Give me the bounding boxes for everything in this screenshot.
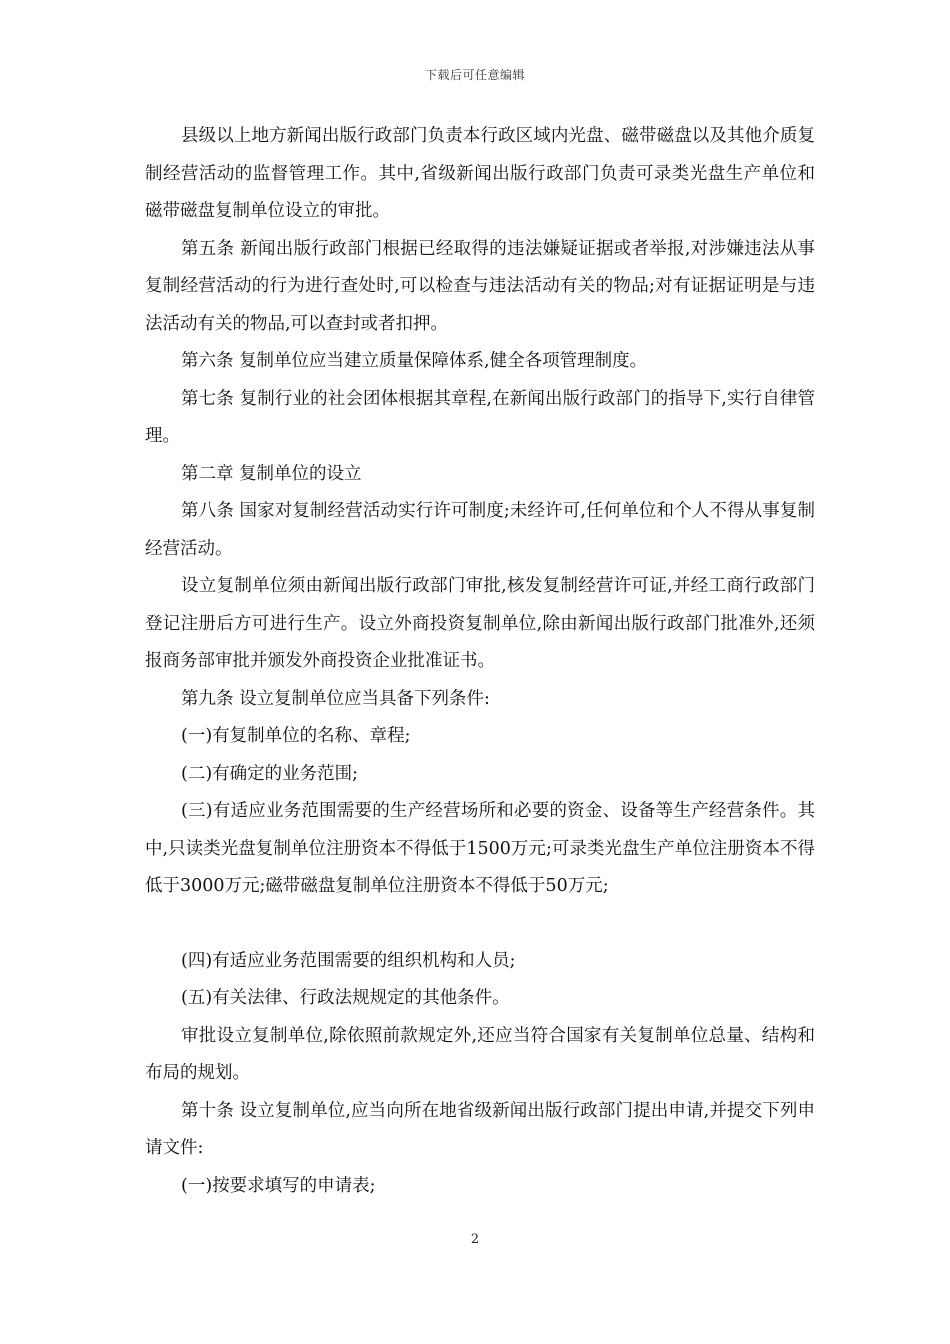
list-item: (三)有适应业务范围需要的生产经营场所和必要的资金、设备等生产经营条件。其中,只读类光盘复制单位注册资本不得低于1500万元;可录类光盘生产单位注册资本不得低于3000万元;磁带磁盘复制单位注册资本不得低于50万元; [145, 801, 815, 896]
paragraph: 审批设立复制单位,除依照前款规定外,还应当符合国家有关复制单位总量、结构和布局的规划。 [145, 1025, 815, 1083]
list-item: (五)有关法律、行政法规规定的其他条件。 [181, 988, 510, 1008]
paragraph: 县级以上地方新闻出版行政部门负责本行政区域内光盘、磁带磁盘以及其他介质复制经营活动的监督管理工作。其中,省级新闻出版行政部门负责可录类光盘生产单位和磁带磁盘复制单位设立的审批。 [145, 126, 815, 221]
page-number: 2 [470, 1232, 480, 1247]
paragraph: 第九条 设立复制单位应当具备下列条件: [181, 688, 490, 709]
paragraph: 第七条 复制行业的社会团体根据其章程,在新闻出版行政部门的指导下,实行自律管理。 [145, 388, 815, 446]
list-item: (二)有确定的业务范围; [181, 763, 359, 784]
paragraph: 第八条 国家对复制经营活动实行许可制度;未经许可,任何单位和个人不得从事复制经营活动。 [145, 501, 815, 559]
paragraph: 第六条 复制单位应当建立质量保障体系,健全各项管理制度。 [181, 351, 648, 371]
page-header: 下载后可任意编辑 [424, 68, 525, 82]
chapter-heading: 第二章 复制单位的设立 [181, 463, 362, 484]
paragraph: 设立复制单位须由新闻出版行政部门审批,核发复制经营许可证,并经工商行政部门登记注册后方可进行生产。设立外商投资复制单位,除由新闻出版行政部门批准外,还须报商务部审批并颁发外商投资企业批准证书。 [145, 576, 815, 671]
document-body [145, 118, 815, 1205]
paragraph: 第五条 新闻出版行政部门根据已经取得的违法嫌疑证据或者举报,对涉嫌违法从事复制经营活动的行为进行查处时,可以检查与违法活动有关的物品;对有证据证明是与违法活动有关的物品,可以查封或者扣押。 [145, 238, 815, 334]
list-item: (四)有适应业务范围需要的组织机构和人员; [181, 950, 516, 971]
list-item: (一)有复制单位的名称、章程; [181, 726, 411, 746]
paragraph: 第十条 设立复制单位,应当向所在地省级新闻出版行政部门提出申请,并提交下列申请文件: [145, 1100, 815, 1158]
list-item: (一)按要求填写的申请表; [181, 1175, 376, 1196]
